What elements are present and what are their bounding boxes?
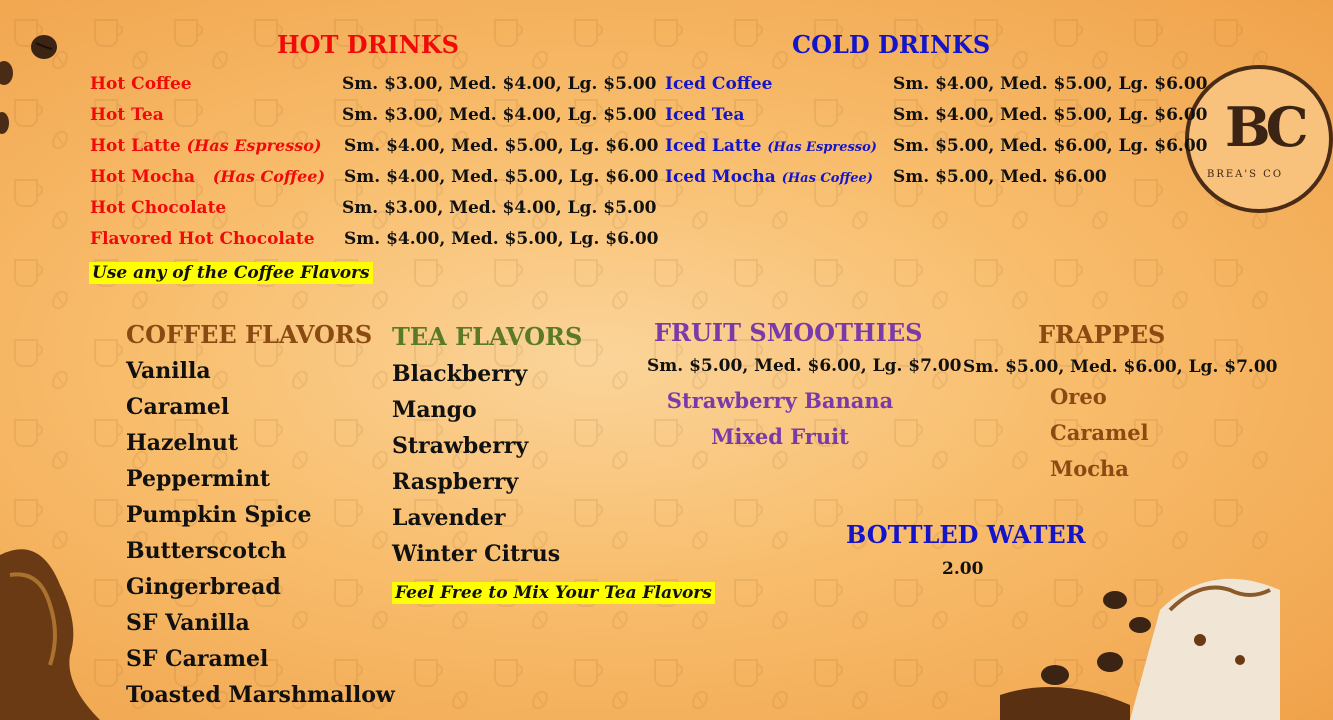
tea-flavors-note: Feel Free to Mix Your Tea Flavors xyxy=(392,582,715,604)
hot-drinks-prices xyxy=(342,74,659,260)
tea-flavors-list xyxy=(392,361,560,577)
hot-drink-name: Hot Latte xyxy=(90,136,181,156)
coffee-flavor-item: Hazelnut xyxy=(126,430,239,456)
coffee-beans-decoration xyxy=(0,25,70,145)
smoothie-item: Strawberry Banana xyxy=(666,388,894,413)
tea-flavor-item: Strawberry xyxy=(392,433,529,459)
cold-drink-price: Sm. $4.00, Med. $5.00, Lg. $6.00 xyxy=(893,105,1208,125)
cold-drink-note: (Has Coffee) xyxy=(781,171,873,186)
tea-flavor-item: Mango xyxy=(392,397,477,423)
coffee-flavor-item: Pumpkin Spice xyxy=(126,502,312,528)
frappe-item: Caramel xyxy=(1050,420,1149,445)
hot-drink-name: Hot Coffee xyxy=(90,74,192,94)
frappe-drink-decoration xyxy=(980,570,1280,720)
hot-drink-name: Hot Tea xyxy=(90,105,164,125)
hot-drink-item xyxy=(90,167,325,198)
logo-monogram: BC xyxy=(1225,95,1303,159)
bottled-water-title: BOTTLED WATER xyxy=(846,520,1086,549)
coffee-flavor-item: SF Caramel xyxy=(126,646,269,672)
cold-drink-item xyxy=(665,74,877,105)
hot-drinks-names xyxy=(90,74,325,260)
tea-flavor-item: Blackberry xyxy=(392,361,528,387)
bottled-water-price: 2.00 xyxy=(942,559,984,579)
hot-drinks-title: HOT DRINKS xyxy=(277,30,459,59)
cold-drink-name: Iced Tea xyxy=(665,105,745,125)
frappe-item: Mocha xyxy=(1050,456,1129,481)
frappe-item: Oreo xyxy=(1050,384,1107,409)
hot-drink-price: Sm. $4.00, Med. $5.00, Lg. $6.00 xyxy=(344,167,659,187)
coffee-flavor-item: Butterscotch xyxy=(126,538,287,564)
coffee-flavors-title: COFFEE FLAVORS xyxy=(126,320,373,349)
coffee-flavor-item: Gingerbread xyxy=(126,574,281,600)
cold-drink-name: Iced Coffee xyxy=(665,74,773,94)
hot-drink-item xyxy=(90,229,325,260)
cold-drinks-title: COLD DRINKS xyxy=(792,30,991,59)
coffee-flavor-item: Peppermint xyxy=(126,466,271,492)
cold-drink-item xyxy=(665,167,877,198)
logo-text: BREA'S CO xyxy=(1207,169,1284,180)
hot-drink-price: Sm. $3.00, Med. $4.00, Lg. $5.00 xyxy=(342,74,657,94)
hot-drink-item xyxy=(90,105,325,136)
hot-drink-name: Hot Chocolate xyxy=(90,198,227,218)
cold-drink-price: Sm. $5.00, Med. $6.00, Lg. $6.00 xyxy=(893,136,1208,156)
hot-drink-price: Sm. $3.00, Med. $4.00, Lg. $5.00 xyxy=(342,105,657,125)
cold-drinks-prices xyxy=(893,74,1208,198)
fruit-smoothies-list xyxy=(640,388,920,460)
cold-drink-name: Iced Mocha xyxy=(665,167,776,187)
fruit-smoothies-title: FRUIT SMOOTHIES xyxy=(654,318,923,347)
hot-drink-name: Flavored Hot Chocolate xyxy=(90,229,315,249)
tea-flavor-item: Winter Citrus xyxy=(392,541,561,567)
frappes-title: FRAPPES xyxy=(1038,320,1166,349)
coffee-flavor-item: Toasted Marshmallow xyxy=(126,682,395,708)
smoothie-item: Mixed Fruit xyxy=(711,424,849,449)
frappes-price: Sm. $5.00, Med. $6.00, Lg. $7.00 xyxy=(963,357,1278,377)
hot-drink-item xyxy=(90,74,325,105)
hot-drink-note: (Has Coffee) xyxy=(212,167,326,186)
coffee-flavor-item: Caramel xyxy=(126,394,230,420)
hot-drink-price: Sm. $4.00, Med. $5.00, Lg. $6.00 xyxy=(344,229,659,249)
coffee-flavor-item: SF Vanilla xyxy=(126,610,250,636)
coffee-flavors-list xyxy=(126,358,395,718)
hot-drink-item xyxy=(90,198,325,229)
cold-drink-name: Iced Latte xyxy=(665,136,762,156)
coffee-flavors-note: Use any of the Coffee Flavors xyxy=(89,262,373,284)
coffee-splash-decoration xyxy=(0,535,110,720)
cold-drink-price: Sm. $5.00, Med. $6.00 xyxy=(893,167,1107,187)
cold-drink-price: Sm. $4.00, Med. $5.00, Lg. $6.00 xyxy=(893,74,1208,94)
hot-drink-price: Sm. $3.00, Med. $4.00, Lg. $5.00 xyxy=(342,198,657,218)
cold-drinks-names xyxy=(665,74,877,198)
tea-flavor-item: Lavender xyxy=(392,505,506,531)
hot-drink-note: (Has Espresso) xyxy=(186,136,322,155)
fruit-smoothies-price: Sm. $5.00, Med. $6.00, Lg. $7.00 xyxy=(647,356,962,376)
frappes-list xyxy=(1050,384,1149,492)
tea-flavors-title: TEA FLAVORS xyxy=(392,322,583,351)
hot-drink-item xyxy=(90,136,325,167)
cold-drink-item xyxy=(665,136,877,167)
tea-flavor-item: Raspberry xyxy=(392,469,519,495)
cold-drink-note: (Has Espresso) xyxy=(767,140,877,155)
cold-drink-item xyxy=(665,105,877,136)
coffee-flavor-item: Vanilla xyxy=(126,358,211,384)
hot-drink-name: Hot Mocha xyxy=(90,167,196,187)
hot-drink-price: Sm. $4.00, Med. $5.00, Lg. $6.00 xyxy=(344,136,659,156)
